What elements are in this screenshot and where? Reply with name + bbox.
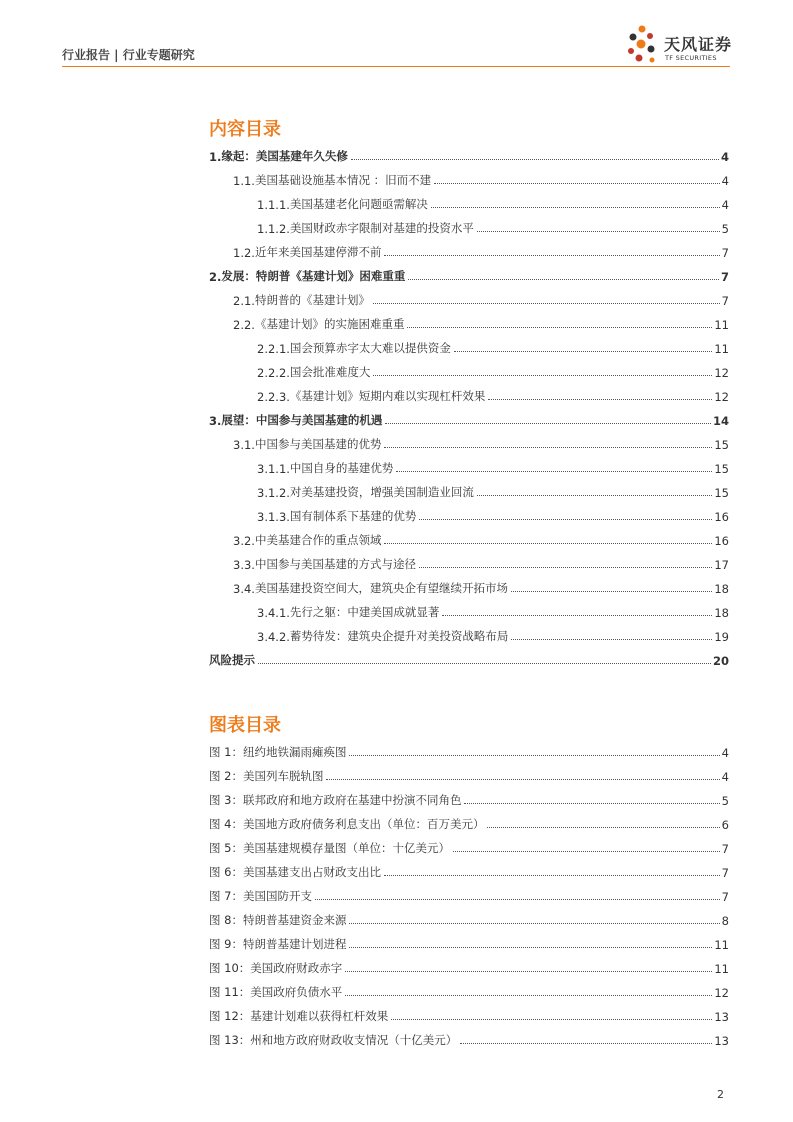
leader-dots: [511, 638, 712, 640]
leader-dots: [419, 518, 712, 520]
leader-dots: [453, 850, 720, 852]
toc-entry[interactable]: [209, 314, 729, 332]
toc-entry-page: 7: [721, 246, 729, 260]
toc-entry-number: 2.2.: [233, 318, 255, 332]
toc-entry-title: 发展：特朗普《基建计划》困难重重: [221, 269, 406, 283]
figure-entry-page: 11: [714, 962, 729, 976]
toc-entry-title: 美国基础设施基本情况 ：旧而不建: [254, 173, 432, 187]
toc-entry-number: 3.4.: [233, 582, 255, 596]
logo-name-cn: 天风证券: [664, 35, 733, 54]
leader-dots: [384, 542, 712, 544]
figure-entry[interactable]: [209, 814, 729, 832]
leader-dots: [315, 898, 720, 900]
figure-entry-page: 7: [721, 842, 729, 856]
figure-entry-page: 5: [721, 794, 729, 808]
toc-entry-title: 蓄势待发：建筑央企提升对美投资战略布局: [289, 629, 509, 643]
toc-entry-page: 20: [712, 654, 729, 668]
figure-entry-page: 7: [721, 866, 729, 880]
toc-entry-title: 国会预算赤字太大难以提供资金: [289, 341, 451, 355]
report-category: 行业报告 | 行业专题研究: [62, 48, 195, 62]
toc-entry[interactable]: [209, 602, 729, 620]
figure-entry-title: 图 1：纽约地铁漏雨瘫痪图: [209, 745, 347, 759]
toc-entry-number: 1.2.: [233, 246, 255, 260]
toc-entry[interactable]: [209, 290, 729, 308]
leader-dots: [349, 946, 712, 948]
figure-entry[interactable]: [209, 766, 729, 784]
figure-entry-page: 6: [721, 818, 729, 832]
toc-entry-page: 11: [714, 318, 729, 332]
figure-entry[interactable]: [209, 982, 729, 1000]
leader-dots: [384, 874, 720, 876]
toc-entry-title: 美国基建老化问题亟需解决: [289, 197, 428, 211]
leader-dots: [442, 614, 712, 616]
toc-entry-title: 特朗普的《基建计划》: [254, 293, 370, 307]
toc-entry-number: 2.: [209, 270, 222, 284]
figure-entry-title: 图 8：特朗普基建资金来源: [209, 913, 347, 927]
toc-entry-number: 3.3.: [233, 558, 255, 572]
figures-title: 图表目录: [209, 715, 281, 736]
figure-entry-page: 7: [721, 890, 729, 904]
toc-entry-title: 《基建计划》短期内难以实现杠杆效果: [289, 389, 486, 403]
toc-entry-number: 2.2.2.: [257, 366, 290, 380]
figure-entry-page: 12: [714, 986, 729, 1000]
leader-dots: [385, 422, 711, 424]
toc-entry-page: 16: [714, 534, 729, 548]
toc-entry[interactable]: [209, 578, 729, 596]
toc-entry-number: 3.: [209, 414, 222, 428]
leader-dots: [488, 398, 712, 400]
figure-entry-page: 8: [721, 914, 729, 928]
toc-entry-title: 近年来美国基建停滞不前: [254, 245, 382, 259]
figure-entry-title: 图 4：美国地方政府债务利息支出（单位：百万美元）: [209, 817, 485, 831]
leader-dots: [396, 470, 712, 472]
toc-entry-page: 4: [721, 174, 729, 188]
figure-entry[interactable]: [209, 934, 729, 952]
toc-title: 内容目录: [209, 119, 281, 140]
toc-entry-number: 2.2.3.: [257, 390, 290, 404]
figure-entry[interactable]: [209, 910, 729, 928]
toc-entry-number: 1.1.2.: [257, 222, 290, 236]
toc-entry-title: 先行之躯：中建美国成就显著: [289, 605, 440, 619]
toc-entry[interactable]: [209, 386, 729, 404]
figure-entry-page: 4: [721, 770, 729, 784]
toc-entry-number: 3.4.2.: [257, 630, 290, 644]
toc-entry-number: 1.: [209, 150, 222, 164]
figure-entry-title: 图 10：美国政府财政赤字: [209, 961, 343, 975]
leader-dots: [477, 494, 712, 496]
figure-entry[interactable]: [209, 742, 729, 760]
toc-entry-page: 19: [714, 630, 729, 644]
toc-entry-title: 国会批准难度大: [289, 365, 371, 379]
company-logo: [624, 24, 734, 66]
toc-entry-title: 中国参与美国基建的方式与途径: [254, 557, 416, 571]
toc-entry[interactable]: [209, 482, 729, 500]
figure-entry-title: 图 5：美国基建规模存量图（单位：十亿美元）: [209, 841, 450, 855]
toc-entry-number: 2.1.: [233, 294, 255, 308]
leader-dots: [434, 182, 720, 184]
figure-entry-title: 图 3：联邦政府和地方政府在基建中扮演不同角色: [209, 793, 462, 807]
leader-dots: [373, 302, 720, 304]
toc-entry[interactable]: [209, 554, 729, 572]
toc-entry-title: 美国基建投资空间大，建筑央企有望继续开拓市场: [254, 581, 508, 595]
toc-entry-title: 《基建计划》的实施困难重重: [254, 317, 405, 331]
toc-entry[interactable]: [209, 410, 729, 428]
toc-entry[interactable]: [209, 650, 729, 668]
figure-entry[interactable]: [209, 886, 729, 904]
figure-entry[interactable]: [209, 958, 729, 976]
toc-entry-title: 中美基建合作的重点领域: [254, 533, 382, 547]
leader-dots: [511, 590, 712, 592]
toc-entry[interactable]: [209, 170, 729, 188]
figure-entry-title: 图 6：美国基建支出占财政支出比: [209, 865, 381, 879]
figure-entry-page: 13: [714, 1010, 729, 1024]
leader-dots: [487, 826, 719, 828]
toc-entry[interactable]: [209, 266, 729, 284]
toc-entry[interactable]: [209, 194, 729, 212]
figure-entry[interactable]: [209, 1030, 729, 1048]
leader-dots: [345, 970, 712, 972]
toc-entry-page: 15: [714, 438, 729, 452]
leader-dots: [391, 1018, 712, 1020]
toc-entry[interactable]: [209, 458, 729, 476]
figure-entry[interactable]: [209, 790, 729, 808]
toc-entry[interactable]: [209, 218, 729, 236]
leader-dots: [373, 374, 712, 376]
toc-entry-page: 4: [720, 150, 729, 164]
toc-entry-page: 12: [714, 366, 729, 380]
toc-entry-page: 14: [712, 414, 729, 428]
leader-dots: [258, 662, 711, 664]
leader-dots: [384, 446, 712, 448]
toc-entry[interactable]: [209, 530, 729, 548]
toc-entry[interactable]: [209, 434, 729, 452]
leader-dots: [460, 1042, 712, 1044]
toc-entry-page: 15: [714, 462, 729, 476]
toc-entry-number: 3.1.: [233, 438, 255, 452]
toc-entry-page: 5: [721, 222, 729, 236]
figure-entry-title: 图 12：基建计划难以获得杠杆效果: [209, 1009, 389, 1023]
toc-entry-page: 7: [720, 270, 729, 284]
toc-entry-title: 缘起：美国基建年久失修: [221, 149, 348, 163]
page-number: 2: [717, 1088, 724, 1101]
figure-entry[interactable]: [209, 862, 729, 880]
toc-entry-title: 国有制体系下基建的优势: [289, 509, 417, 523]
toc-entry[interactable]: [209, 146, 729, 164]
toc-entry-number: 2.2.1.: [257, 342, 290, 356]
toc-entry-page: 17: [714, 558, 729, 572]
toc-entry-page: 11: [714, 342, 729, 356]
leader-dots: [345, 994, 712, 996]
toc-entry[interactable]: [209, 362, 729, 380]
toc-entry[interactable]: [209, 506, 729, 524]
figure-entry-title: 图 7：美国国防开支: [209, 889, 312, 903]
toc-entry-number: 3.4.1.: [257, 606, 290, 620]
header-divider: [62, 66, 730, 67]
toc-entry[interactable]: [209, 242, 729, 260]
figure-entry[interactable]: [209, 1006, 729, 1024]
leader-dots: [464, 802, 719, 804]
leader-dots: [477, 230, 720, 232]
toc-entry-page: 12: [714, 390, 729, 404]
leader-dots: [384, 254, 719, 256]
figure-entry-page: 4: [721, 746, 729, 760]
toc-entry-title: 风险提示: [209, 653, 255, 667]
toc-entry-number: 1.1.1.: [257, 198, 290, 212]
figure-entry-title: 图 13：州和地方政府财政收支情况（十亿美元）: [209, 1033, 458, 1047]
leader-dots: [349, 922, 719, 924]
figure-entry-page: 11: [714, 938, 729, 952]
toc-entry-number: 3.2.: [233, 534, 255, 548]
leader-dots: [408, 278, 719, 280]
toc-entry-title: 对美基建投资，增强美国制造业回流: [289, 485, 474, 499]
figure-entry[interactable]: [209, 838, 729, 856]
toc-entry-page: 16: [714, 510, 729, 524]
logo-name-en: TF SECURITIES: [665, 54, 717, 62]
figure-entry-title: 图 2：美国列车脱轨图: [209, 769, 324, 783]
toc-entry-title: 美国财政赤字限制对基建的投资水平: [289, 221, 474, 235]
toc-entry-page: 7: [721, 294, 729, 308]
figure-entry-page: 13: [714, 1034, 729, 1048]
toc-entry-number: 3.1.1.: [257, 462, 290, 476]
toc-entry-title: 中国自身的基建优势: [289, 461, 394, 475]
toc-entry-title: 展望：中国参与美国基建的机遇: [221, 413, 383, 427]
toc-entry-number: 3.1.2.: [257, 486, 290, 500]
logo-flower-icon: [624, 24, 660, 66]
toc-entry-page: 18: [714, 582, 729, 596]
toc-entry-page: 4: [721, 198, 729, 212]
leader-dots: [351, 158, 719, 160]
leader-dots: [326, 778, 719, 780]
figure-entry-title: 图 9：特朗普基建计划进程: [209, 937, 347, 951]
leader-dots: [407, 326, 712, 328]
leader-dots: [454, 350, 712, 352]
toc-entry-page: 15: [714, 486, 729, 500]
toc-entry-page: 18: [714, 606, 729, 620]
toc-entry-number: 1.1.: [233, 174, 255, 188]
toc-entry[interactable]: [209, 338, 729, 356]
leader-dots: [349, 754, 719, 756]
toc-entry-title: 中国参与美国基建的优势: [254, 437, 382, 451]
leader-dots: [419, 566, 712, 568]
figure-entry-title: 图 11：美国政府负债水平: [209, 985, 343, 999]
toc-entry[interactable]: [209, 626, 729, 644]
toc-entry-number: 3.1.3.: [257, 510, 290, 524]
leader-dots: [431, 206, 720, 208]
